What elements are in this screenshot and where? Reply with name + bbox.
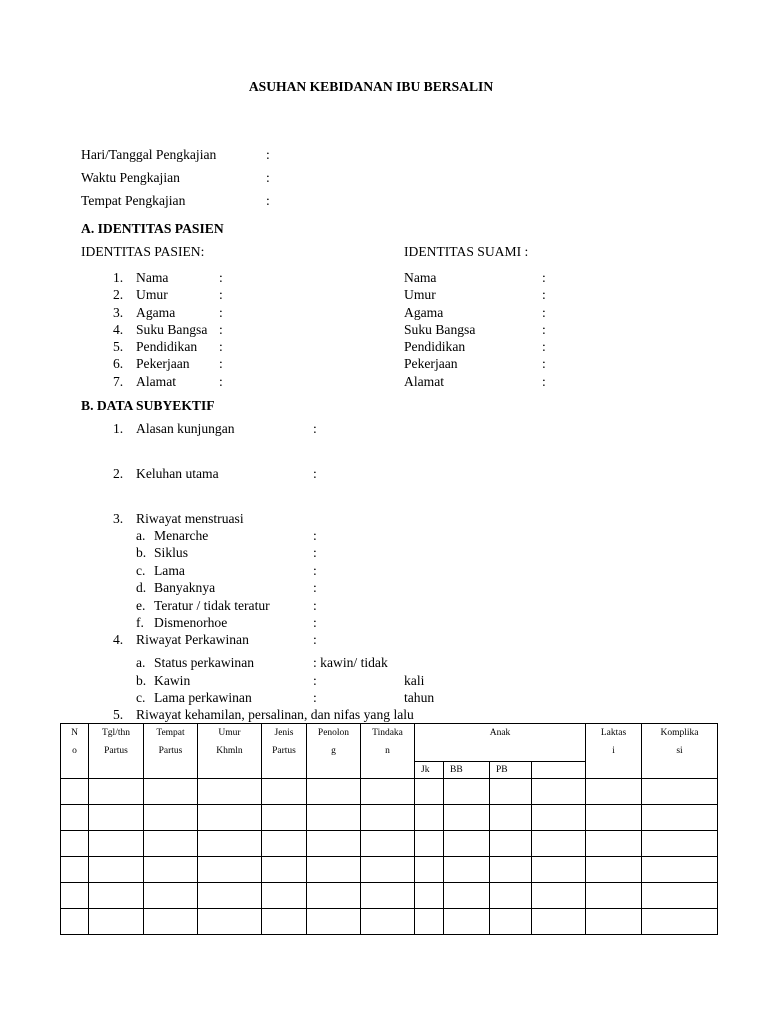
field-colon-waktu: : bbox=[266, 170, 270, 185]
table-cell[interactable] bbox=[532, 909, 586, 935]
subjective-item-number: 5. bbox=[113, 707, 124, 722]
field-colon-tanggal: : bbox=[266, 147, 270, 162]
table-cell[interactable] bbox=[61, 805, 89, 831]
table-row bbox=[61, 831, 718, 857]
table-cell[interactable] bbox=[61, 779, 89, 805]
table-cell[interactable] bbox=[586, 831, 642, 857]
table-cell[interactable] bbox=[198, 779, 262, 805]
marriage-subitem-label: Lama perkawinan bbox=[154, 690, 252, 705]
table-cell[interactable] bbox=[144, 831, 198, 857]
husband-item-label: Agama bbox=[404, 305, 444, 320]
table-cell[interactable] bbox=[490, 805, 532, 831]
table-cell[interactable] bbox=[144, 779, 198, 805]
field-colon-tempat: : bbox=[266, 193, 270, 208]
table-row bbox=[61, 805, 718, 831]
table-cell[interactable] bbox=[307, 779, 361, 805]
patient-item-number: 4. bbox=[113, 322, 124, 337]
table-cell[interactable] bbox=[642, 779, 718, 805]
subjective-item-label: Riwayat menstruasi bbox=[136, 511, 244, 526]
table-cell[interactable] bbox=[444, 779, 490, 805]
header-anak-blank bbox=[532, 762, 586, 779]
table-cell[interactable] bbox=[415, 779, 444, 805]
table-cell[interactable] bbox=[198, 805, 262, 831]
table-cell[interactable] bbox=[198, 883, 262, 909]
table-cell[interactable] bbox=[642, 883, 718, 909]
table-cell[interactable] bbox=[307, 805, 361, 831]
table-cell[interactable] bbox=[586, 805, 642, 831]
patient-item-colon: : bbox=[219, 374, 223, 389]
menstruation-subitem-label: Banyaknya bbox=[154, 580, 216, 595]
table-cell[interactable] bbox=[415, 805, 444, 831]
table-cell[interactable] bbox=[532, 779, 586, 805]
patient-item-number: 6. bbox=[113, 356, 124, 371]
obstetric-history-table bbox=[60, 723, 718, 935]
patient-item-colon: : bbox=[219, 356, 223, 371]
header-anak-pb: PB bbox=[490, 762, 532, 779]
table-cell[interactable] bbox=[415, 909, 444, 935]
table-cell[interactable] bbox=[444, 857, 490, 883]
header-tindakan: Tindaka n bbox=[361, 724, 415, 779]
table-cell[interactable] bbox=[642, 909, 718, 935]
table-cell[interactable] bbox=[262, 779, 307, 805]
header-anak-jk: Jk bbox=[415, 762, 444, 779]
table-cell[interactable] bbox=[89, 805, 144, 831]
table-cell[interactable] bbox=[586, 909, 642, 935]
table-cell[interactable] bbox=[307, 831, 361, 857]
table-cell[interactable] bbox=[361, 857, 415, 883]
table-cell[interactable] bbox=[61, 883, 89, 909]
patient-item-colon: : bbox=[219, 305, 223, 320]
menstruation-subitem-letter: e. bbox=[136, 598, 146, 613]
subjective-item-label: Alasan kunjungan bbox=[136, 421, 235, 436]
subjective-item-number: 1. bbox=[113, 421, 124, 436]
table-cell[interactable] bbox=[262, 805, 307, 831]
menstruation-subitem-letter: f. bbox=[136, 615, 144, 630]
subjective-item-number: 2. bbox=[113, 466, 124, 481]
husband-item-colon: : bbox=[542, 270, 546, 285]
patient-item-number: 1. bbox=[113, 270, 124, 285]
header-jenis-partus: Jenis Partus bbox=[262, 724, 307, 779]
table-cell[interactable] bbox=[361, 779, 415, 805]
menstruation-subitem-label: Dismenorhoe bbox=[154, 615, 228, 630]
table-row bbox=[61, 883, 718, 909]
field-label-tanggal: Hari/Tanggal Pengkajian bbox=[81, 147, 217, 162]
husband-item-label: Nama bbox=[404, 270, 437, 285]
husband-identity-heading: IDENTITAS SUAMI : bbox=[404, 244, 529, 259]
table-cell[interactable] bbox=[444, 909, 490, 935]
menstruation-subitem-label: Lama bbox=[154, 563, 185, 578]
table-cell[interactable] bbox=[444, 805, 490, 831]
table-cell[interactable] bbox=[307, 883, 361, 909]
table-cell[interactable] bbox=[144, 883, 198, 909]
table-row bbox=[61, 779, 718, 805]
table-cell[interactable] bbox=[642, 857, 718, 883]
menstruation-subitem-label: Teratur / tidak teratur bbox=[154, 598, 270, 613]
table-cell[interactable] bbox=[262, 857, 307, 883]
menstruation-subitem-letter: d. bbox=[136, 580, 147, 595]
patient-item-number: 5. bbox=[113, 339, 124, 354]
subjective-item-number: 4. bbox=[113, 632, 124, 647]
menstruation-subitem-colon: : bbox=[313, 598, 317, 613]
husband-item-colon: : bbox=[542, 356, 546, 371]
table-body bbox=[61, 779, 718, 935]
patient-item-label: Nama bbox=[136, 270, 169, 285]
subjective-item-label: Riwayat kehamilan, persalinan, dan nifas yang lalu bbox=[136, 707, 414, 722]
table-cell[interactable] bbox=[490, 779, 532, 805]
table-row bbox=[61, 857, 718, 883]
table-row bbox=[61, 909, 718, 935]
table-cell[interactable] bbox=[361, 831, 415, 857]
menstruation-subitem-colon: : bbox=[313, 563, 317, 578]
table-cell[interactable] bbox=[89, 857, 144, 883]
table-cell[interactable] bbox=[307, 857, 361, 883]
table-cell[interactable] bbox=[586, 883, 642, 909]
header-anak-bb: BB bbox=[444, 762, 490, 779]
header-komplikasi: Komplika si bbox=[642, 724, 718, 779]
table-cell[interactable] bbox=[490, 831, 532, 857]
menstruation-subitem-colon: : bbox=[313, 580, 317, 595]
menstruation-subitem-colon: : bbox=[313, 545, 317, 560]
header-anak: Anak bbox=[415, 724, 586, 762]
menstruation-subitem-colon: : bbox=[313, 615, 317, 630]
table-cell[interactable] bbox=[144, 857, 198, 883]
header-umur-kehamilan: Umur Khmln bbox=[198, 724, 262, 779]
husband-item-colon: : bbox=[542, 305, 546, 320]
table-cell[interactable] bbox=[415, 883, 444, 909]
table-cell[interactable] bbox=[361, 883, 415, 909]
table-cell[interactable] bbox=[490, 857, 532, 883]
marriage-subitem-letter: a. bbox=[136, 655, 146, 670]
patient-identity-heading: IDENTITAS PASIEN: bbox=[81, 244, 205, 259]
table-cell[interactable] bbox=[262, 883, 307, 909]
header-tgl-partus: Tgl/thn Partus bbox=[89, 724, 144, 779]
subjective-item-number: 3. bbox=[113, 511, 124, 526]
marriage-subitem-label: Status perkawinan bbox=[154, 655, 255, 670]
subjective-item-colon: : bbox=[313, 632, 317, 647]
table-cell[interactable] bbox=[61, 909, 89, 935]
husband-item-colon: : bbox=[542, 287, 546, 302]
table-cell[interactable] bbox=[490, 883, 532, 909]
patient-item-colon: : bbox=[219, 322, 223, 337]
table-cell[interactable] bbox=[89, 909, 144, 935]
field-label-waktu: Waktu Pengkajian bbox=[81, 170, 180, 185]
table-cell[interactable] bbox=[262, 831, 307, 857]
subjective-item-colon: : bbox=[313, 421, 317, 436]
husband-item-label: Pendidikan bbox=[404, 339, 466, 354]
table-cell[interactable] bbox=[307, 909, 361, 935]
patient-item-colon: : bbox=[219, 339, 223, 354]
marriage-subitem-value: : kawin/ tidak bbox=[313, 655, 388, 670]
menstruation-subitem-label: Siklus bbox=[154, 545, 188, 560]
table-cell[interactable] bbox=[532, 831, 586, 857]
section-a-heading: A. IDENTITAS PASIEN bbox=[81, 221, 224, 236]
table-cell[interactable] bbox=[642, 805, 718, 831]
table-cell[interactable] bbox=[415, 831, 444, 857]
patient-item-colon: : bbox=[219, 287, 223, 302]
marriage-subitem-unit: tahun bbox=[404, 690, 435, 705]
table-cell[interactable] bbox=[89, 779, 144, 805]
marriage-subitem-unit: kali bbox=[404, 673, 425, 688]
table-cell[interactable] bbox=[444, 831, 490, 857]
patient-item-label: Umur bbox=[136, 287, 168, 302]
menstruation-subitem-colon: : bbox=[313, 528, 317, 543]
table-cell[interactable] bbox=[361, 909, 415, 935]
header-tempat-partus: Tempat Partus bbox=[144, 724, 198, 779]
marriage-subitem-colon: : bbox=[313, 673, 317, 688]
subjective-item-colon: : bbox=[313, 466, 317, 481]
page-title: ASUHAN KEBIDANAN IBU BERSALIN bbox=[248, 79, 494, 94]
header-no: N o bbox=[61, 724, 89, 779]
husband-item-colon: : bbox=[542, 374, 546, 389]
table-header-row bbox=[61, 724, 718, 762]
patient-item-label: Pekerjaan bbox=[136, 356, 190, 371]
table-cell[interactable] bbox=[415, 857, 444, 883]
patient-item-label: Suku Bangsa bbox=[136, 322, 208, 337]
table-cell[interactable] bbox=[89, 831, 144, 857]
husband-item-label: Umur bbox=[404, 287, 436, 302]
section-b-heading: B. DATA SUBYEKTIF bbox=[81, 398, 215, 413]
table-cell[interactable] bbox=[490, 909, 532, 935]
table-cell[interactable] bbox=[144, 909, 198, 935]
husband-item-label: Pekerjaan bbox=[404, 356, 458, 371]
patient-item-label: Agama bbox=[136, 305, 176, 320]
table-cell[interactable] bbox=[198, 909, 262, 935]
table-cell[interactable] bbox=[61, 831, 89, 857]
patient-item-label: Alamat bbox=[136, 374, 177, 389]
table-cell[interactable] bbox=[586, 857, 642, 883]
husband-item-label: Suku Bangsa bbox=[404, 322, 476, 337]
husband-item-colon: : bbox=[542, 339, 546, 354]
patient-item-label: Pendidikan bbox=[136, 339, 198, 354]
table-cell[interactable] bbox=[361, 805, 415, 831]
table-cell[interactable] bbox=[532, 805, 586, 831]
marriage-subitem-letter: b. bbox=[136, 673, 147, 688]
table-cell[interactable] bbox=[89, 883, 144, 909]
table-cell[interactable] bbox=[444, 883, 490, 909]
patient-item-colon: : bbox=[219, 270, 223, 285]
table-cell[interactable] bbox=[532, 883, 586, 909]
patient-item-number: 2. bbox=[113, 287, 124, 302]
table-cell[interactable] bbox=[586, 779, 642, 805]
menstruation-subitem-label: Menarche bbox=[154, 528, 209, 543]
table-cell[interactable] bbox=[532, 857, 586, 883]
patient-item-number: 7. bbox=[113, 374, 124, 389]
marriage-subitem-letter: c. bbox=[136, 690, 146, 705]
table-cell[interactable] bbox=[61, 857, 89, 883]
subjective-item-label: Keluhan utama bbox=[136, 466, 219, 481]
table-cell[interactable] bbox=[642, 831, 718, 857]
menstruation-subitem-letter: a. bbox=[136, 528, 146, 543]
husband-item-label: Alamat bbox=[404, 374, 445, 389]
table-cell[interactable] bbox=[198, 857, 262, 883]
header-laktasi: Laktas i bbox=[586, 724, 642, 779]
table-cell[interactable] bbox=[198, 831, 262, 857]
marriage-subitem-label: Kawin bbox=[154, 673, 191, 688]
patient-item-number: 3. bbox=[113, 305, 124, 320]
menstruation-subitem-letter: c. bbox=[136, 563, 146, 578]
subjective-item-label: Riwayat Perkawinan bbox=[136, 632, 249, 647]
table-cell[interactable] bbox=[262, 909, 307, 935]
menstruation-subitem-letter: b. bbox=[136, 545, 147, 560]
husband-item-colon: : bbox=[542, 322, 546, 337]
header-penolong: Penolon g bbox=[307, 724, 361, 779]
field-label-tempat: Tempat Pengkajian bbox=[81, 193, 186, 208]
marriage-subitem-colon: : bbox=[313, 690, 317, 705]
table-cell[interactable] bbox=[144, 805, 198, 831]
